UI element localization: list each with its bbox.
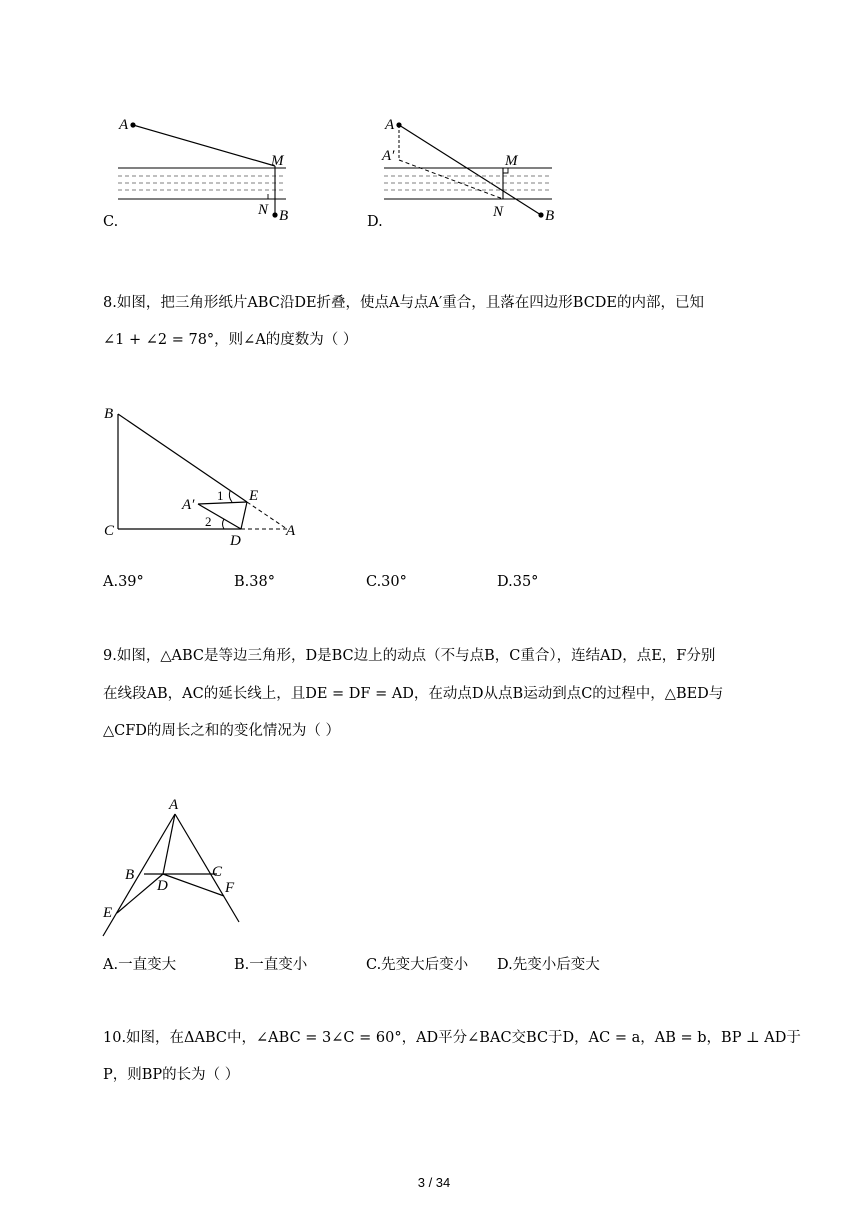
q10-stem-line1: 10.如图，在ΔABC中，∠ABC = 3∠C = 60°，AD平分∠BAC交BC于D，AC = a，AB = b，BP ⊥ AD于 [103,1030,801,1046]
fig-c-label-a: A [119,117,129,133]
q8-fig-angle-2: 2 [205,514,212,529]
q8-fig-label-b: B [104,406,114,422]
q9-fig-label-c: C [212,864,223,880]
q9-option-d: D.先变小后变大 [497,957,600,973]
page-number: 3 / 34 [417,1175,451,1190]
q9-option-c: C.先变大后变小 [366,957,469,973]
q10-stem-line2: P，则BP的长为（ ） [103,1067,240,1083]
fig-d-label-b: B [545,208,555,224]
q8-option-d: D.35° [497,574,539,590]
q7-figure-c [100,108,300,228]
fig-c-label-b: B [279,208,289,224]
q7-option-d-label: D. [367,214,383,230]
q8-fig-label-c: C [104,523,115,539]
q9-stem-line3: △CFD的周长之和的变化情况为（ ） [103,723,341,739]
fig-d-label-n: N [493,204,504,220]
q9-fig-label-b: B [125,867,135,883]
q8-fig-label-d: D [230,533,241,549]
q8-figure [100,400,310,550]
q9-stem-line1: 9.如图，△ABC是等边三角形，D是BC边上的动点（不与点B，C重合），连结AD，点E，F分别 [103,648,716,664]
q8-stem-line2: ∠1 + ∠2 = 78°，则∠A的度数为（ ） [103,332,358,348]
q9-figure [95,790,255,945]
q8-option-a: A.39° [103,574,144,590]
q8-option-c: C.30° [366,574,407,590]
q8-fig-label-a: A [286,523,296,539]
q9-fig-label-d: D [157,878,168,894]
q8-fig-label-e: E [249,488,259,504]
q9-option-a: A.一直变大 [103,957,177,973]
fig-d-label-a-prime: A′ [382,148,395,164]
q9-fig-label-e: E [103,905,113,921]
fig-d-label-m: M [505,153,518,169]
q8-option-b: B.38° [234,574,275,590]
fig-c-label-n: N [258,202,269,218]
fig-d-label-a: A [385,117,395,133]
q7-option-c-label: C. [103,214,119,230]
q8-fig-label-a-prime: A′ [182,497,195,513]
q7-figure-d [366,108,566,228]
q8-stem-line1: 8.如图，把三角形纸片ABC沿DE折叠，使点A与点A′重合，且落在四边形BCDE的内部，已知 [103,295,704,311]
q9-fig-label-f: F [225,880,235,896]
fig-c-label-m: M [271,153,284,169]
q9-fig-label-a: A [169,797,179,813]
q9-option-b: B.一直变小 [234,957,308,973]
q8-fig-angle-1: 1 [217,488,224,503]
q9-stem-line2: 在线段AB，AC的延长线上，且DE = DF = AD，在动点D从点B运动到点C的过程中，△BED与 [103,686,724,702]
